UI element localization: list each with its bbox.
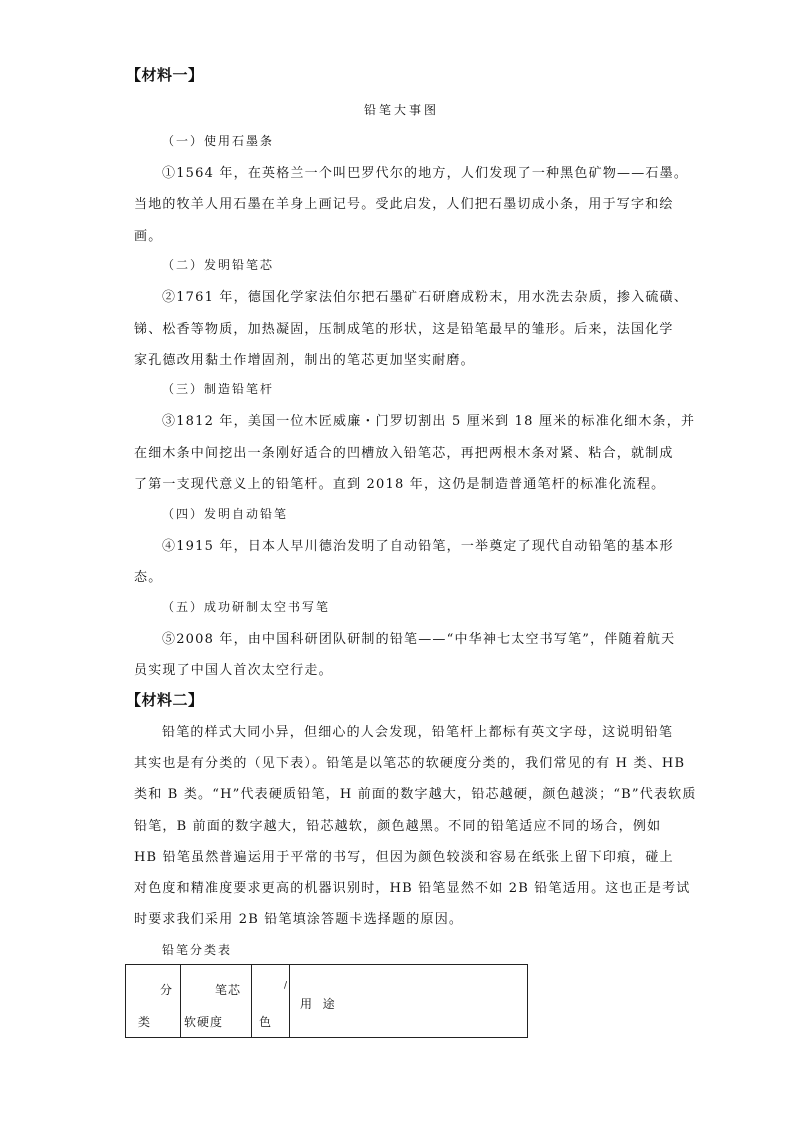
- material-two-header: 【材料二】: [126, 691, 204, 709]
- paragraph-line: 锑、松香等物质，加热凝固，压制成笔的形状，这是铅笔最早的雏形。后来，法国化学: [134, 322, 674, 337]
- section-heading-5: （五）成功研制太空书写笔: [162, 600, 331, 614]
- paragraph-line: 在细木条中间挖出一条刚好适合的凹槽放入铅笔芯，再把两根木条对紧、粘合，就制成: [134, 446, 674, 461]
- section-heading-3: （三）制造铅笔杆: [162, 382, 275, 396]
- paragraph-line: 对色度和精准度要求更高的机器识别时，HB 铅笔显然不如 2B 铅笔适用。这也正是考试: [134, 881, 691, 896]
- paragraph-line: ④1915 年，日本人早川德治发明了自动铅笔，一举奠定了现代自动铅笔的基本形: [162, 539, 674, 554]
- table-header-cell-usage: [290, 965, 528, 1038]
- header-text: /: [284, 981, 289, 991]
- section-heading-1: （一）使用石墨条: [162, 134, 275, 148]
- paragraph-line: 了第一支现代意义上的铅笔杆。直到 2018 年，这仍是制造普通笔杆的标准化流程。: [134, 477, 666, 492]
- paragraph-line: 时要求我们采用 2B 铅笔填涂答题卡选择题的原因。: [134, 912, 464, 927]
- header-text: 笔芯: [215, 983, 242, 997]
- paragraph-line: 家孔德改用黏土作增固剂，制出的笔芯更加坚实耐磨。: [134, 353, 475, 368]
- pencil-classification-table: [125, 964, 528, 1038]
- paragraph-line: ③1812 年，美国一位木匠威廉・门罗切割出 5 厘米到 18 厘米的标准化细木条，并: [162, 414, 696, 429]
- paragraph-line: HB 铅笔虽然普遍运用于平常的书写，但因为颜色较淡和容易在纸张上留下印痕，碰上: [134, 850, 674, 865]
- header-text: 软硬度: [184, 1015, 224, 1029]
- paragraph-line: 铅笔的样式大同小异，但细心的人会发现，铅笔杆上都标有英文字母，这说明铅笔: [162, 725, 674, 740]
- page-title: 铅笔大事图: [364, 103, 440, 117]
- table-header-cell-category: [126, 965, 181, 1038]
- paragraph-line: 类和 B 类。“H”代表硬质铅笔，H 前面的数字越大，铅芯越硬，颜色越淡；“B”代表软质: [134, 787, 697, 802]
- table-header-cell-hardness: [181, 965, 252, 1038]
- paragraph-line: 画。: [134, 229, 163, 244]
- material-one-header: 【材料一】: [126, 66, 204, 84]
- header-text: 分: [160, 983, 174, 997]
- paragraph-line: ⑤2008 年，由中国科研团队研制的铅笔——“中华神七太空书写笔”，伴随着航天: [162, 632, 676, 647]
- paragraph-line: 态。: [134, 570, 163, 585]
- paragraph-line: ①1564 年，在英格兰一个叫巴罗代尔的地方，人们发现了一种黑色矿物——石墨。: [162, 166, 689, 181]
- paragraph-line: 铅笔，B 前面的数字越大，铅芯越软，颜色越黑。不同的铅笔适应不同的场合，例如: [134, 819, 662, 834]
- paragraph-line: 当地的牧羊人用石墨在羊身上画记号。受此启发，人们把石墨切成小条，用于写字和绘: [134, 197, 674, 212]
- section-heading-2: （二）发明铅笔芯: [162, 258, 275, 272]
- table-caption: 铅笔分类表: [162, 943, 233, 957]
- section-heading-4: （四）发明自动铅笔: [162, 507, 289, 521]
- paragraph-line: ②1761 年，德国化学家法伯尔把石墨矿石研磨成粉末，用水洗去杂质，掺入硫磺、: [162, 290, 689, 305]
- paragraph-line: 其实也是有分类的（见下表）。铅笔是以笔芯的软硬度分类的，我们常见的有 H 类、HB: [134, 756, 686, 771]
- table-header-row: [126, 965, 528, 1038]
- header-text: 色: [259, 1015, 273, 1029]
- paragraph-line: 员实现了中国人首次太空行走。: [134, 663, 333, 678]
- table-header-cell-color: [252, 965, 290, 1038]
- header-text: 用 途: [300, 997, 336, 1011]
- header-text: 类: [138, 1015, 152, 1029]
